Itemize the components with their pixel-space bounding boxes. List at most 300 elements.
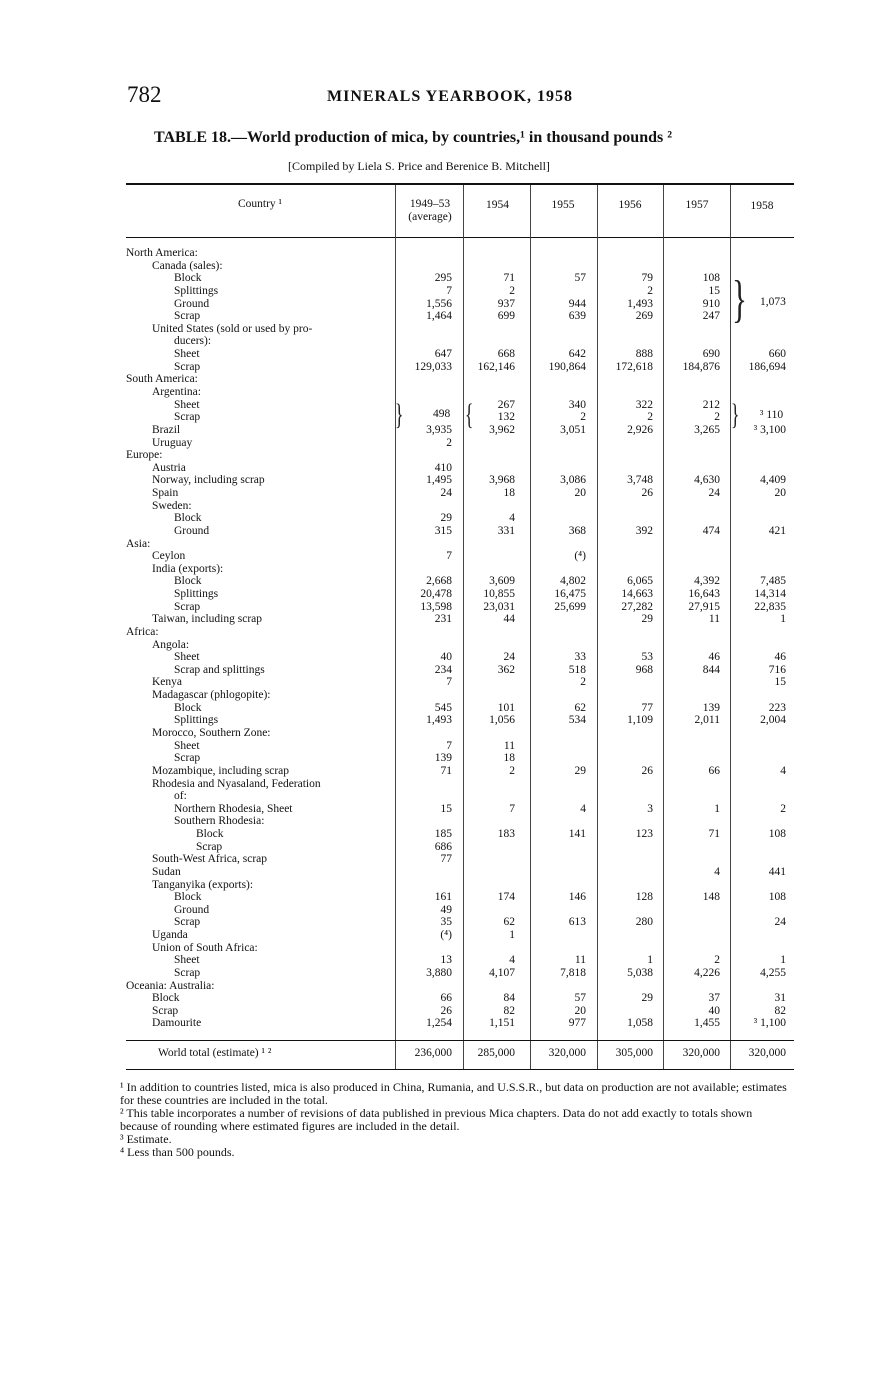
row-label: Block [174,891,202,904]
table-row [126,942,794,955]
cell-value: 14,314 [754,588,786,600]
row-label: Block [174,701,202,714]
table-row [126,702,794,715]
table-row [126,437,794,450]
cell-value: 44 [503,613,515,626]
cell-value: 5,038 [627,966,653,979]
cell-value: (⁴) [440,929,452,941]
table-title: TABLE 18.—World production of mica, by countries,¹ in thousand pounds ² [154,129,673,146]
cell-value: 2 [446,436,452,449]
cell-value: 11 [708,613,720,626]
cell-value: 613 [568,916,586,929]
cell-value: 15 [440,802,452,815]
cell-value: 49 [440,903,452,916]
row-label: Norway, including scrap [152,474,265,487]
cell-value: 24 [708,487,720,499]
table-row [126,272,794,285]
table-row [126,298,794,311]
cell-value: 3,880 [426,966,452,979]
row-label: Canada (sales): [152,259,223,272]
brace: } [394,398,404,431]
row-label: Block [196,828,224,840]
cell-value: 844 [702,663,720,676]
cell-value: 26 [440,1004,452,1017]
cell-value: 3 [647,802,653,815]
cell-value: 1,109 [627,714,653,727]
cell-value: 231 [434,613,452,626]
compiled-note: [Compiled by Liela S. Price and Berenice B. Mitchell] [288,159,550,173]
table-row [126,626,794,639]
header-1958: 1958 [750,200,774,212]
table-row [126,474,794,487]
row-label: Splittings [174,588,219,600]
running-head: MINERALS YEARBOOK, 1958 [327,88,573,105]
table-row [126,992,794,1005]
cell-value: 13,598 [420,600,452,613]
table-row [126,323,794,336]
cell-value: 139 [702,701,720,714]
table-row [126,689,794,702]
cell-value: 1,455 [694,1017,720,1030]
cell-value: 4 [509,512,515,525]
row-label: Angola: [152,638,190,651]
cell-value: 686 [434,840,452,853]
row-label: Rhodesia and Nyasaland, Federation [152,777,321,790]
table-row [126,714,794,727]
table-row [126,980,794,993]
cell-value: 944 [568,297,586,310]
total-value: 320,000 [548,1047,586,1059]
cell-value: 11 [574,954,586,967]
cell-value: 699 [497,310,515,323]
header-1956: 1956 [618,199,642,211]
table-row [126,310,794,323]
row-label: Asia: [126,537,151,550]
table-row [126,676,794,689]
row-label: Sheet [174,398,200,411]
cell-value: 71 [440,764,452,777]
cell-value: 410 [434,461,452,474]
cell-value: 4,107 [489,966,515,979]
cell-value: 647 [434,348,452,360]
cell-value: 660 [768,348,786,360]
cell-value: 190,864 [548,360,586,373]
row-label: Scrap [196,840,223,853]
cell-value: 20 [574,1004,586,1017]
grouped-value-argentina-1949-53: 498 [433,408,451,420]
cell-value: 234 [434,663,452,676]
cell-value: 3,935 [426,423,452,436]
row-label: Sheet [174,348,200,360]
cell-value: 3,968 [489,474,515,487]
total-row [126,1047,794,1060]
cell-value: 7 [446,739,452,752]
table-row [126,247,794,260]
cell-value: 4,409 [760,474,786,487]
cell-value: 57 [574,272,586,285]
total-value: 305,000 [615,1047,653,1059]
row-label: Southern Rhodesia: [174,815,265,828]
cell-value: 421 [768,524,786,537]
table-row [126,500,794,513]
cell-value: 148 [702,891,720,904]
row-label: Oceania: Australia: [126,979,215,992]
grouped-value-canada-1958: 1,073 [760,296,786,308]
cell-value: 172,618 [615,360,653,373]
row-label: Taiwan, including scrap [152,613,263,626]
cell-value: 33 [574,651,586,664]
header-1954: 1954 [486,199,509,211]
table-row [126,386,794,399]
cell-value: 668 [497,348,515,360]
row-label: Scrap [174,916,201,929]
table-row [126,879,794,892]
table-row [126,904,794,917]
cell-value: 518 [568,663,586,676]
page-number: 782 [127,82,162,107]
table-row [126,803,794,816]
cell-value: 7,485 [760,575,786,588]
table-row [126,828,794,841]
table-row [126,891,794,904]
cell-value: 2 [580,411,586,424]
cell-value: 2 [714,411,720,424]
table-row [126,399,794,412]
row-label: Scrap [174,600,201,613]
table-row [126,411,794,424]
table-row [126,765,794,778]
footnote: ¹ In addition to countries listed, mica is also produced in China, Rumania, and U.S.S.R., but data on production are not available; estimates for these countries are included in the total. [120,1080,787,1107]
cell-value: (⁴) [574,550,586,563]
row-label: Argentina: [152,385,201,398]
cell-value: 690 [702,348,720,360]
table-row [126,525,794,538]
footnote: ² This table incorporates a number of revisions of data published in previous Mica chapters. Data do not add exactly to totals shown because of rounding where estimated figures are included in the detail. [120,1106,753,1133]
cell-value: 7 [446,284,452,297]
cell-value: 26 [641,764,653,777]
cell-value: 4,255 [760,966,786,979]
cell-value: 35 [440,916,452,929]
cell-value: 212 [702,398,720,411]
cell-value: 79 [641,272,653,285]
header-country: Country ¹ [237,198,283,210]
table-row [126,815,794,828]
cell-value: 24 [440,487,452,499]
cell-value: 3,086 [560,474,586,487]
cell-value: 183 [497,828,515,840]
cell-value: 441 [768,865,786,878]
table-row [126,778,794,791]
footnotes [120,1081,792,1159]
row-label: Ground [174,524,210,537]
table-row [126,639,794,652]
cell-value: 11 [503,739,515,752]
cell-value: ³ 3,100 [753,423,786,436]
row-label: Madagascar (phlogopite): [152,689,271,701]
cell-value: 24 [503,651,515,664]
cell-value: 1 [647,954,653,967]
table-row [126,967,794,980]
table-top-rule [126,183,794,185]
table-row [126,954,794,967]
cell-value: 4,802 [560,575,586,588]
footnote: ⁴ Less than 500 pounds. [120,1145,235,1159]
table-row [126,790,794,803]
cell-value: 26 [641,487,653,499]
table-row [126,550,794,563]
row-label: of: [174,790,187,803]
cell-value: 2 [647,411,653,424]
brace: } [731,271,747,328]
cell-value: 25,699 [554,600,586,613]
cell-value: 2 [714,954,720,967]
table-bottom-rule [126,1069,794,1070]
row-label: Sheet [174,954,200,967]
cell-value: 129,033 [414,360,452,373]
cell-value: 13 [440,954,452,967]
cell-value: 31 [774,992,786,1005]
cell-value: 29 [641,613,653,626]
cell-value: 1,556 [426,297,452,310]
cell-value: 46 [774,651,786,664]
cell-value: 7,818 [560,966,586,979]
row-label: Sweden: [152,499,192,512]
cell-value: 40 [708,1004,720,1017]
table-row [126,563,794,576]
header-bottom-rule [126,237,794,238]
cell-value: 128 [635,891,653,904]
cell-value: 29 [574,764,586,777]
row-label: ducers): [174,335,212,348]
row-label: Block [174,512,202,525]
table-row [126,260,794,273]
header-1949-53: 1949–53 (average) [408,198,452,223]
table-row [126,285,794,298]
row-label: Sheet [174,739,200,752]
cell-value: 186,694 [748,360,786,373]
cell-value: 84 [503,992,515,1005]
cell-value: 139 [434,752,452,765]
row-label: North America: [126,247,198,259]
cell-value: 4 [714,865,720,878]
table-row [126,487,794,500]
cell-value: 1,495 [426,474,452,487]
cell-value: 1,254 [426,1017,452,1030]
cell-value: 16,475 [554,588,586,600]
cell-value: 162,146 [477,360,515,373]
total-value: 320,000 [748,1047,786,1059]
table-row [126,916,794,929]
cell-value: 146 [568,891,586,904]
table-row [126,538,794,551]
cell-value: 71 [708,828,720,840]
cell-value: 141 [568,828,586,840]
row-label: Block [174,575,202,588]
cell-value: 23,031 [483,600,515,613]
table-row [126,424,794,437]
cell-value: 108 [768,891,786,904]
total-label: World total (estimate) ¹ ² [158,1047,272,1059]
table-row [126,651,794,664]
cell-value: 1,056 [489,714,515,727]
cell-value: 362 [497,663,515,676]
cell-value: 16,643 [688,588,720,600]
cell-value: 1 [780,954,786,967]
cell-value: 910 [702,297,720,310]
cell-value: 18 [503,487,515,499]
table-row [126,929,794,942]
row-label: Sudan [152,865,181,878]
cell-value: 2,004 [760,714,786,727]
cell-value: 18 [503,752,515,765]
row-label: United States (sold or used by pro- [152,322,313,335]
cell-value: 2,668 [426,575,452,588]
cell-value: 57 [574,992,586,1005]
cell-value: 4,226 [694,966,720,979]
cell-value: 20,478 [420,588,452,600]
cell-value: 392 [635,524,653,537]
row-label: Mozambique, including scrap [152,764,290,777]
table-row [126,841,794,854]
table-row [126,449,794,462]
table-row [126,752,794,765]
row-label: Uganda [152,929,188,941]
cell-value: 6,065 [627,575,653,588]
cell-value: 10,855 [483,588,515,600]
cell-value: 1,493 [627,297,653,310]
cell-value: 1,493 [426,714,452,727]
row-label: Block [152,992,180,1005]
row-label: Northern Rhodesia, Sheet [174,802,293,815]
cell-value: 4,392 [694,575,720,588]
cell-value: 534 [568,714,586,727]
cell-value: 15 [708,284,720,297]
cell-value: 184,876 [682,360,720,373]
row-label: Scrap [174,411,201,424]
table-row [126,588,794,601]
cell-value: 977 [568,1017,586,1030]
row-label: Uruguay [152,436,193,449]
table-row [126,335,794,348]
cell-value: 29 [440,512,452,525]
table-row [126,575,794,588]
row-label: Spain [152,487,179,499]
cell-value: 7 [446,550,452,563]
row-label: South-West Africa, scrap [152,853,267,866]
total-rule [126,1040,794,1041]
cell-value: 2 [509,284,515,297]
total-value: 320,000 [682,1047,720,1059]
cell-value: 2 [780,802,786,815]
row-label: Scrap [152,1004,179,1017]
cell-value: 66 [440,992,452,1005]
cell-value: 108 [768,828,786,840]
cell-value: 639 [568,310,586,323]
cell-value: 315 [434,524,452,537]
cell-value: 46 [708,651,720,664]
cell-value: 27,282 [621,600,653,613]
table-row [126,462,794,475]
cell-value: 267 [497,398,515,411]
table-row [126,512,794,525]
table-row [126,373,794,386]
row-label: Brazil [152,423,181,436]
cell-value: 15 [774,676,786,689]
grouped-value-argentina-1958: ³ 110 [760,409,784,421]
cell-value: 82 [503,1004,515,1017]
cell-value: 20 [574,487,586,499]
row-label: India (exports): [152,562,224,575]
cell-value: 368 [568,524,586,537]
row-label: Splittings [174,714,219,727]
row-label: Kenya [152,676,183,689]
row-label: Scrap and splittings [174,663,265,676]
table-row [126,1017,794,1030]
row-label: Block [174,272,202,285]
cell-value: 108 [702,272,720,285]
row-label: Africa: [126,625,159,638]
cell-value: 101 [497,701,515,714]
cell-value: 3,609 [489,575,515,588]
cell-value: 7 [509,802,515,815]
table-row [126,1005,794,1018]
cell-value: 295 [434,272,452,285]
cell-value: 77 [641,701,653,714]
cell-value: 37 [708,992,720,1005]
brace: } [730,398,740,431]
row-label: Splittings [174,284,219,297]
row-label: Austria [152,461,186,474]
cell-value: 331 [497,524,515,537]
cell-value: 2,926 [627,423,653,436]
cell-value: 174 [497,891,515,904]
row-label: Tanganyika (exports): [152,878,254,891]
cell-value: 82 [774,1004,786,1017]
cell-value: 123 [635,828,653,840]
cell-value: 269 [635,310,653,323]
cell-value: 132 [497,411,515,424]
header-1957: 1957 [685,199,709,211]
cell-value: 2 [509,764,515,777]
cell-value: 77 [440,853,452,866]
row-label: Ground [174,903,210,916]
cell-value: 62 [574,701,586,714]
row-label: Damourite [152,1017,202,1030]
row-label: Scrap [174,752,201,765]
cell-value: 4 [509,954,515,967]
cell-value: 1,464 [426,310,452,323]
table-row [126,601,794,614]
table-row [126,740,794,753]
cell-value: 4,630 [694,474,720,487]
cell-value: 2 [647,284,653,297]
row-label: Ground [174,297,210,310]
row-label: Scrap [174,310,201,323]
cell-value: 716 [768,663,786,676]
cell-value: 1,151 [489,1017,515,1030]
cell-value: 2 [580,676,586,689]
row-label: Morocco, Southern Zone: [152,726,271,739]
cell-value: 53 [641,651,653,664]
cell-value: 27,915 [688,600,720,613]
row-label: South America: [126,373,198,386]
cell-value: 247 [702,310,720,323]
cell-value: 29 [641,992,653,1005]
cell-value: 7 [446,676,452,689]
cell-value: 968 [635,663,653,676]
cell-value: 3,265 [694,423,720,436]
cell-value: 1 [780,613,786,626]
